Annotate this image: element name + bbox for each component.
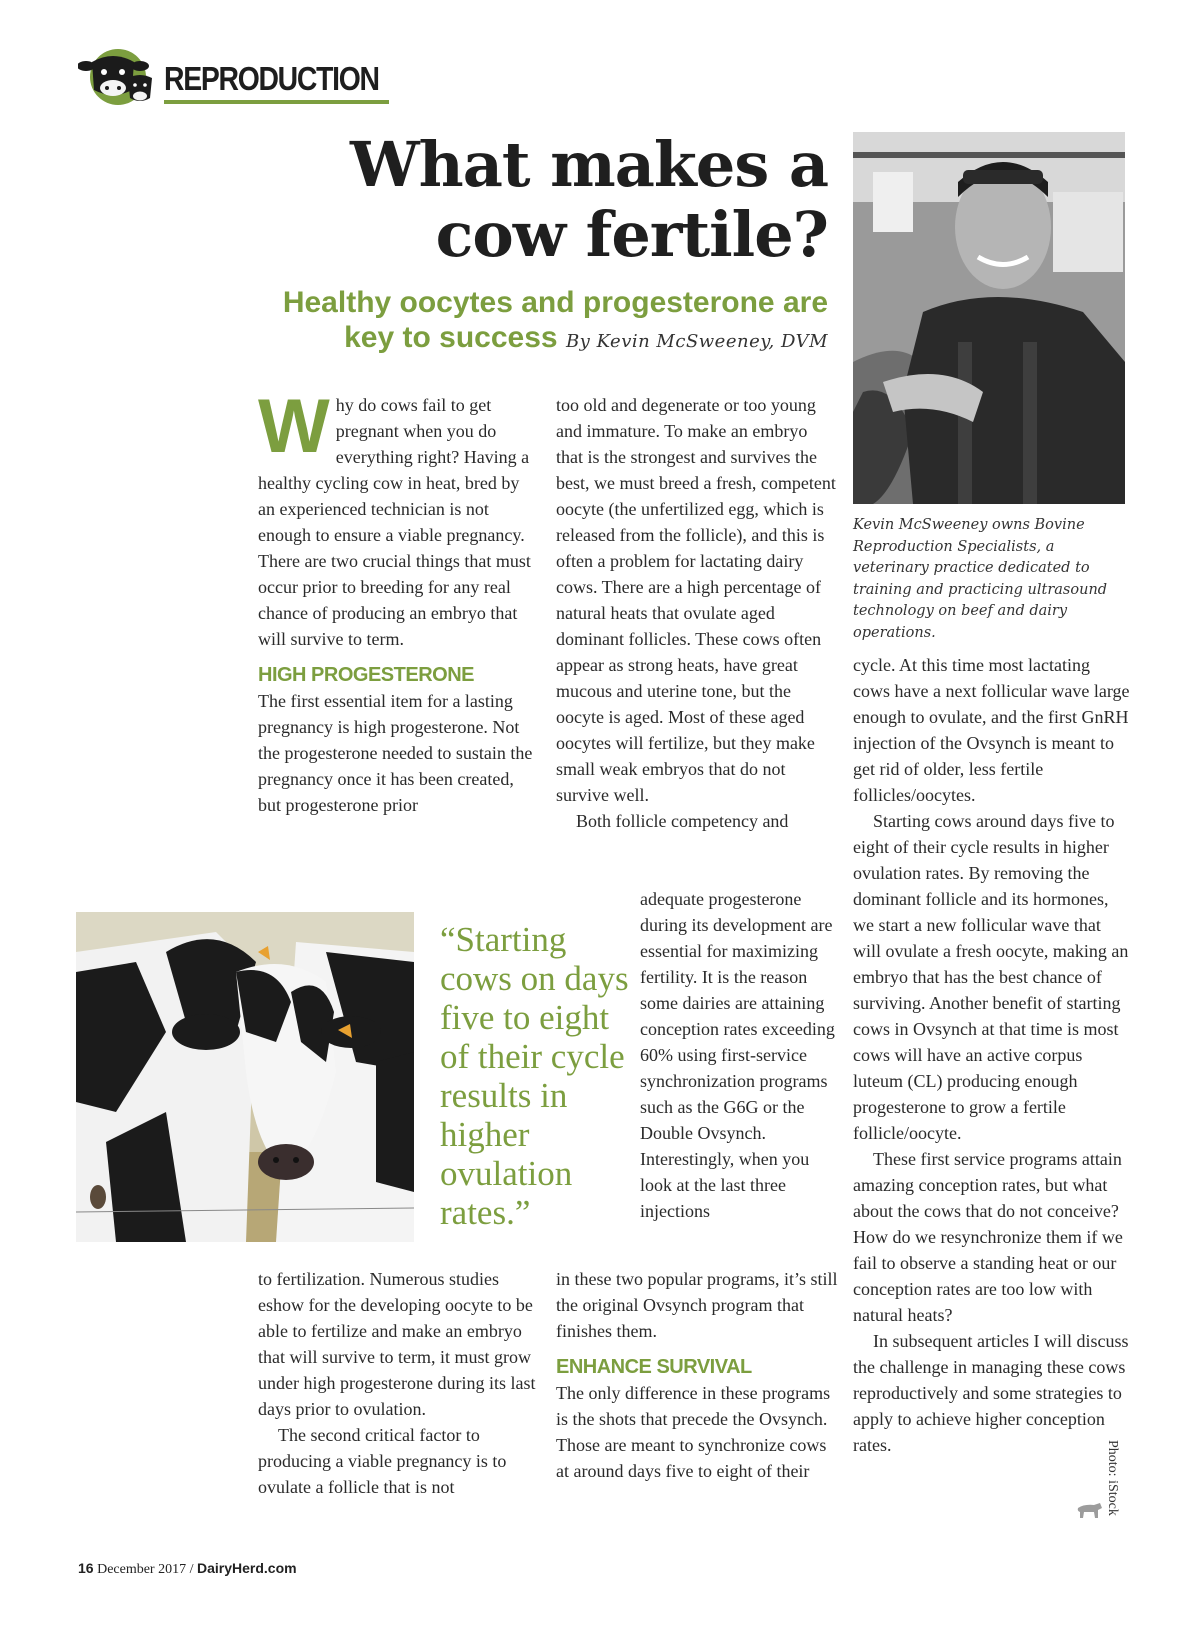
- footer-separator: /: [189, 1562, 194, 1577]
- column-3: [853, 652, 1131, 1458]
- site-name: DairyHerd.com: [197, 1560, 297, 1576]
- col3-paragraph-4: In subsequent articles I will discuss the challenge in managing these cows reproductively and some strategies to apply to achieve higher conception rates.: [853, 1331, 1129, 1455]
- col2-paragraph-1: too old and degenerate or too young and immature. To make an embryo that is the strongest and survives the best, we must breed a fresh, competent oocyte (the unfertilized egg, which is released from the follicle), and this is often a problem for lactating dairy cows. There are a high percentage of natural heats that ovulate aged dominant follicles. These cows often appear as strong heats, have great mucous and uterine tone, but the oocyte is aged. Most of these aged oocytes will fertilize, but they make small weak embryos that do not survive well.: [556, 395, 836, 805]
- col3-paragraph-3: These first service programs attain amazing conception rates, but what about the cows that do not conceive? How do we resynchronize them if we fail to observe a standing heat or our conception rates are too low with natural heats?: [853, 1149, 1123, 1325]
- author-photo: [853, 132, 1125, 504]
- subtitle-text: Healthy oocytes and progesterone are key to success: [282, 286, 828, 354]
- cows-photo-graphic: [76, 912, 414, 1242]
- col2-paragraph-2b: adequate progesterone during its development are essential for maximizing fertility. It is the reason some dairies are attaining conception rates exceeding 60% using first-service synchronization programs such as the G6G or the Double Ovsynch. Interestingly, when you look at the last three injections: [640, 889, 835, 1221]
- column-1-continued: [258, 1266, 536, 1500]
- subhead-enhance-survival: ENHANCE SURVIVAL: [556, 1356, 752, 1378]
- cows-photo: [76, 912, 414, 1242]
- article-subtitle: [248, 285, 828, 359]
- article-title: What makes a cow fertile?: [350, 128, 828, 271]
- column-2-narrow: [640, 886, 838, 1224]
- intro-text: hy do cows fail to get pregnant when you do everything right? Having a healthy cycling cow in heat, bred by an experienced technician is not enough to ensure a viable pregnancy. There are two crucial things that must occur prior to breeding for any real chance of producing an embryo that will survive to term.: [258, 395, 531, 649]
- page-number: 16: [78, 1560, 94, 1576]
- col1-paragraph-3: to fertilization. Numerous studies eshow for the developing oocyte to be able to fertilize and make an embryo that will survive to term, it must grow under high progesterone during its last days prior to ovulation.: [258, 1269, 536, 1419]
- section-rule: [164, 100, 389, 104]
- pull-quote: “Starting cows on days five to eight of their cycle results in higher ovulation rates.”: [440, 920, 629, 1232]
- col2-paragraph-3: The only difference in these programs is the shots that precede the Ovsynch. Those are meant to synchronize cows at around days five to eight of their: [556, 1383, 831, 1481]
- column-2: [556, 392, 838, 834]
- issue-date: December 2017: [97, 1562, 187, 1577]
- cow-head-icon: [78, 48, 158, 106]
- column-1: [258, 384, 536, 818]
- photo-credit: Photo: iStock: [1105, 1440, 1120, 1516]
- page-footer: [78, 1560, 297, 1578]
- col3-paragraph-2: Starting cows around days five to eight of their cycle results in higher ovulation rates. By removing the dominant follicle and its hormones, we start a new follicular wave that will ovulate a fresh oocyte, making an embryo that has the best chance of surviving. Another benefit of starting cows in Ovsynch at that time is most cows will have an active corpus luteum (CL) producing enough progesterone to grow a fertile follicle/oocyte.: [853, 811, 1129, 1143]
- col3-paragraph-1: cycle. At this time most lactating cows have a next follicular wave large enough to ovulate, and the first GnRH injection of the Ovsynch is meant to get rid of older, less fertile follicles/oocytes.: [853, 655, 1130, 805]
- subhead-high-progesterone: HIGH PROGESTERONE: [258, 664, 474, 686]
- intro-paragraph: [258, 384, 536, 652]
- drop-cap: W: [258, 384, 330, 469]
- col1-paragraph-4: The second critical factor to producing a viable pregnancy is to ovulate a follicle that is not: [258, 1425, 507, 1497]
- col1-paragraph-2: The first essential item for a lasting pregnancy is high progesterone. Not the progesterone needed to sustain the pregnancy once it has been created, but progesterone prior: [258, 691, 533, 815]
- byline: By Kevin McSweeney, DVM: [565, 331, 828, 352]
- column-2-continued: [556, 1266, 838, 1484]
- col2-paragraph-2a: Both follicle competency and: [576, 811, 789, 831]
- section-label: REPRODUCTION: [164, 60, 379, 97]
- col2-paragraph-2c: in these two popular programs, it’s still the original Ovsynch program that finishes them.: [556, 1269, 838, 1341]
- photo-caption: Kevin McSweeney owns Bovine Reproduction Specialists, a veterinary practice dedicated to training and practicing ultrasound technology on beef and dairy operations.: [853, 517, 1108, 641]
- section-header: [78, 42, 390, 106]
- author-photo-graphic: [853, 132, 1125, 504]
